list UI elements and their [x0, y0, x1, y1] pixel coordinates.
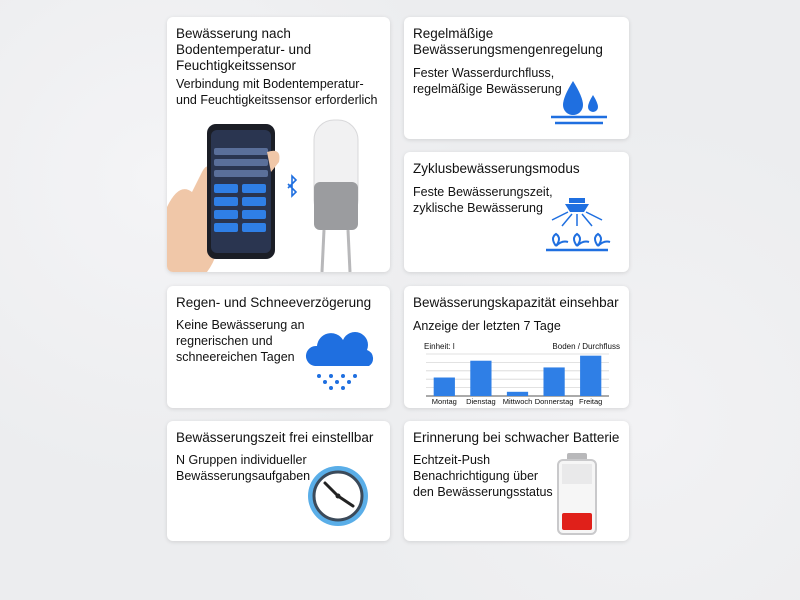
chart-tick-label: Montag [431, 397, 457, 406]
card-sensor [167, 17, 390, 272]
low-battery-icon [552, 451, 602, 537]
clock-icon [305, 463, 371, 529]
card-capacity [404, 286, 629, 408]
chart-bar-mittwoch [507, 392, 528, 396]
phone-sensor-illustration [167, 112, 390, 272]
card-flow [404, 17, 629, 139]
card-battery [404, 421, 629, 541]
card-description: Fester Wasserdurchfluss, regelmäßige Bewässerung [413, 66, 562, 96]
card-description: Keine Bewässerung an regnerischen und schneereichen Tagen [176, 318, 305, 364]
chart-tick-label: Mittwoch [502, 397, 533, 406]
chart-tick-label: Donnerstag [534, 397, 574, 406]
chart-bar-donnerstag [543, 367, 564, 396]
sprinkler-plants-icon [542, 196, 612, 266]
chart-unit-label: Einheit: l [424, 342, 455, 351]
card-title: Bewässerungskapazität einsehbar [413, 295, 619, 310]
card-description: N Gruppen individueller Bewässerungsaufgaben [176, 453, 311, 483]
bluetooth-icon [288, 176, 296, 196]
card-title: Regelmäßige Bewässerungsmengenregelung [413, 26, 603, 57]
card-description: Echtzeit-Push Benachrichtigung über den Bewässerungsstatus [413, 453, 553, 499]
capacity-bar-chart [404, 338, 629, 408]
card-description: Anzeige der letzten 7 Tage [413, 319, 561, 333]
rain-cloud-icon [303, 330, 379, 392]
water-drops-icon [549, 77, 609, 127]
card-description: Feste Bewässerungszeit, zyklische Bewässerung [413, 185, 553, 215]
card-description: Verbindung mit Bodentemperatur- und Feuchtigkeitssensor erforderlich [176, 77, 378, 107]
card-title: Regen- und Schneeverzögerung [176, 295, 372, 310]
card-title: Erinnerung bei schwacher Batterie [413, 430, 620, 445]
card-time [167, 421, 390, 541]
chart-tick-label: Dienstag [466, 397, 496, 406]
chart-legend: Boden / Durchfluss [552, 342, 620, 351]
chart-bar-dienstag [470, 361, 491, 396]
card-cycle [404, 152, 629, 272]
card-title: Zyklusbewässerungsmodus [413, 161, 580, 176]
card-title: Bewässerungszeit frei einstellbar [176, 430, 374, 445]
chart-tick-label: Freitag [579, 397, 603, 406]
card-title: Bewässerung nach Bodentemperatur- und Feuchtigkeitssensor [176, 26, 312, 73]
chart-bar-montag [434, 378, 455, 396]
chart-bar-freitag [580, 356, 601, 396]
card-rain [167, 286, 390, 408]
